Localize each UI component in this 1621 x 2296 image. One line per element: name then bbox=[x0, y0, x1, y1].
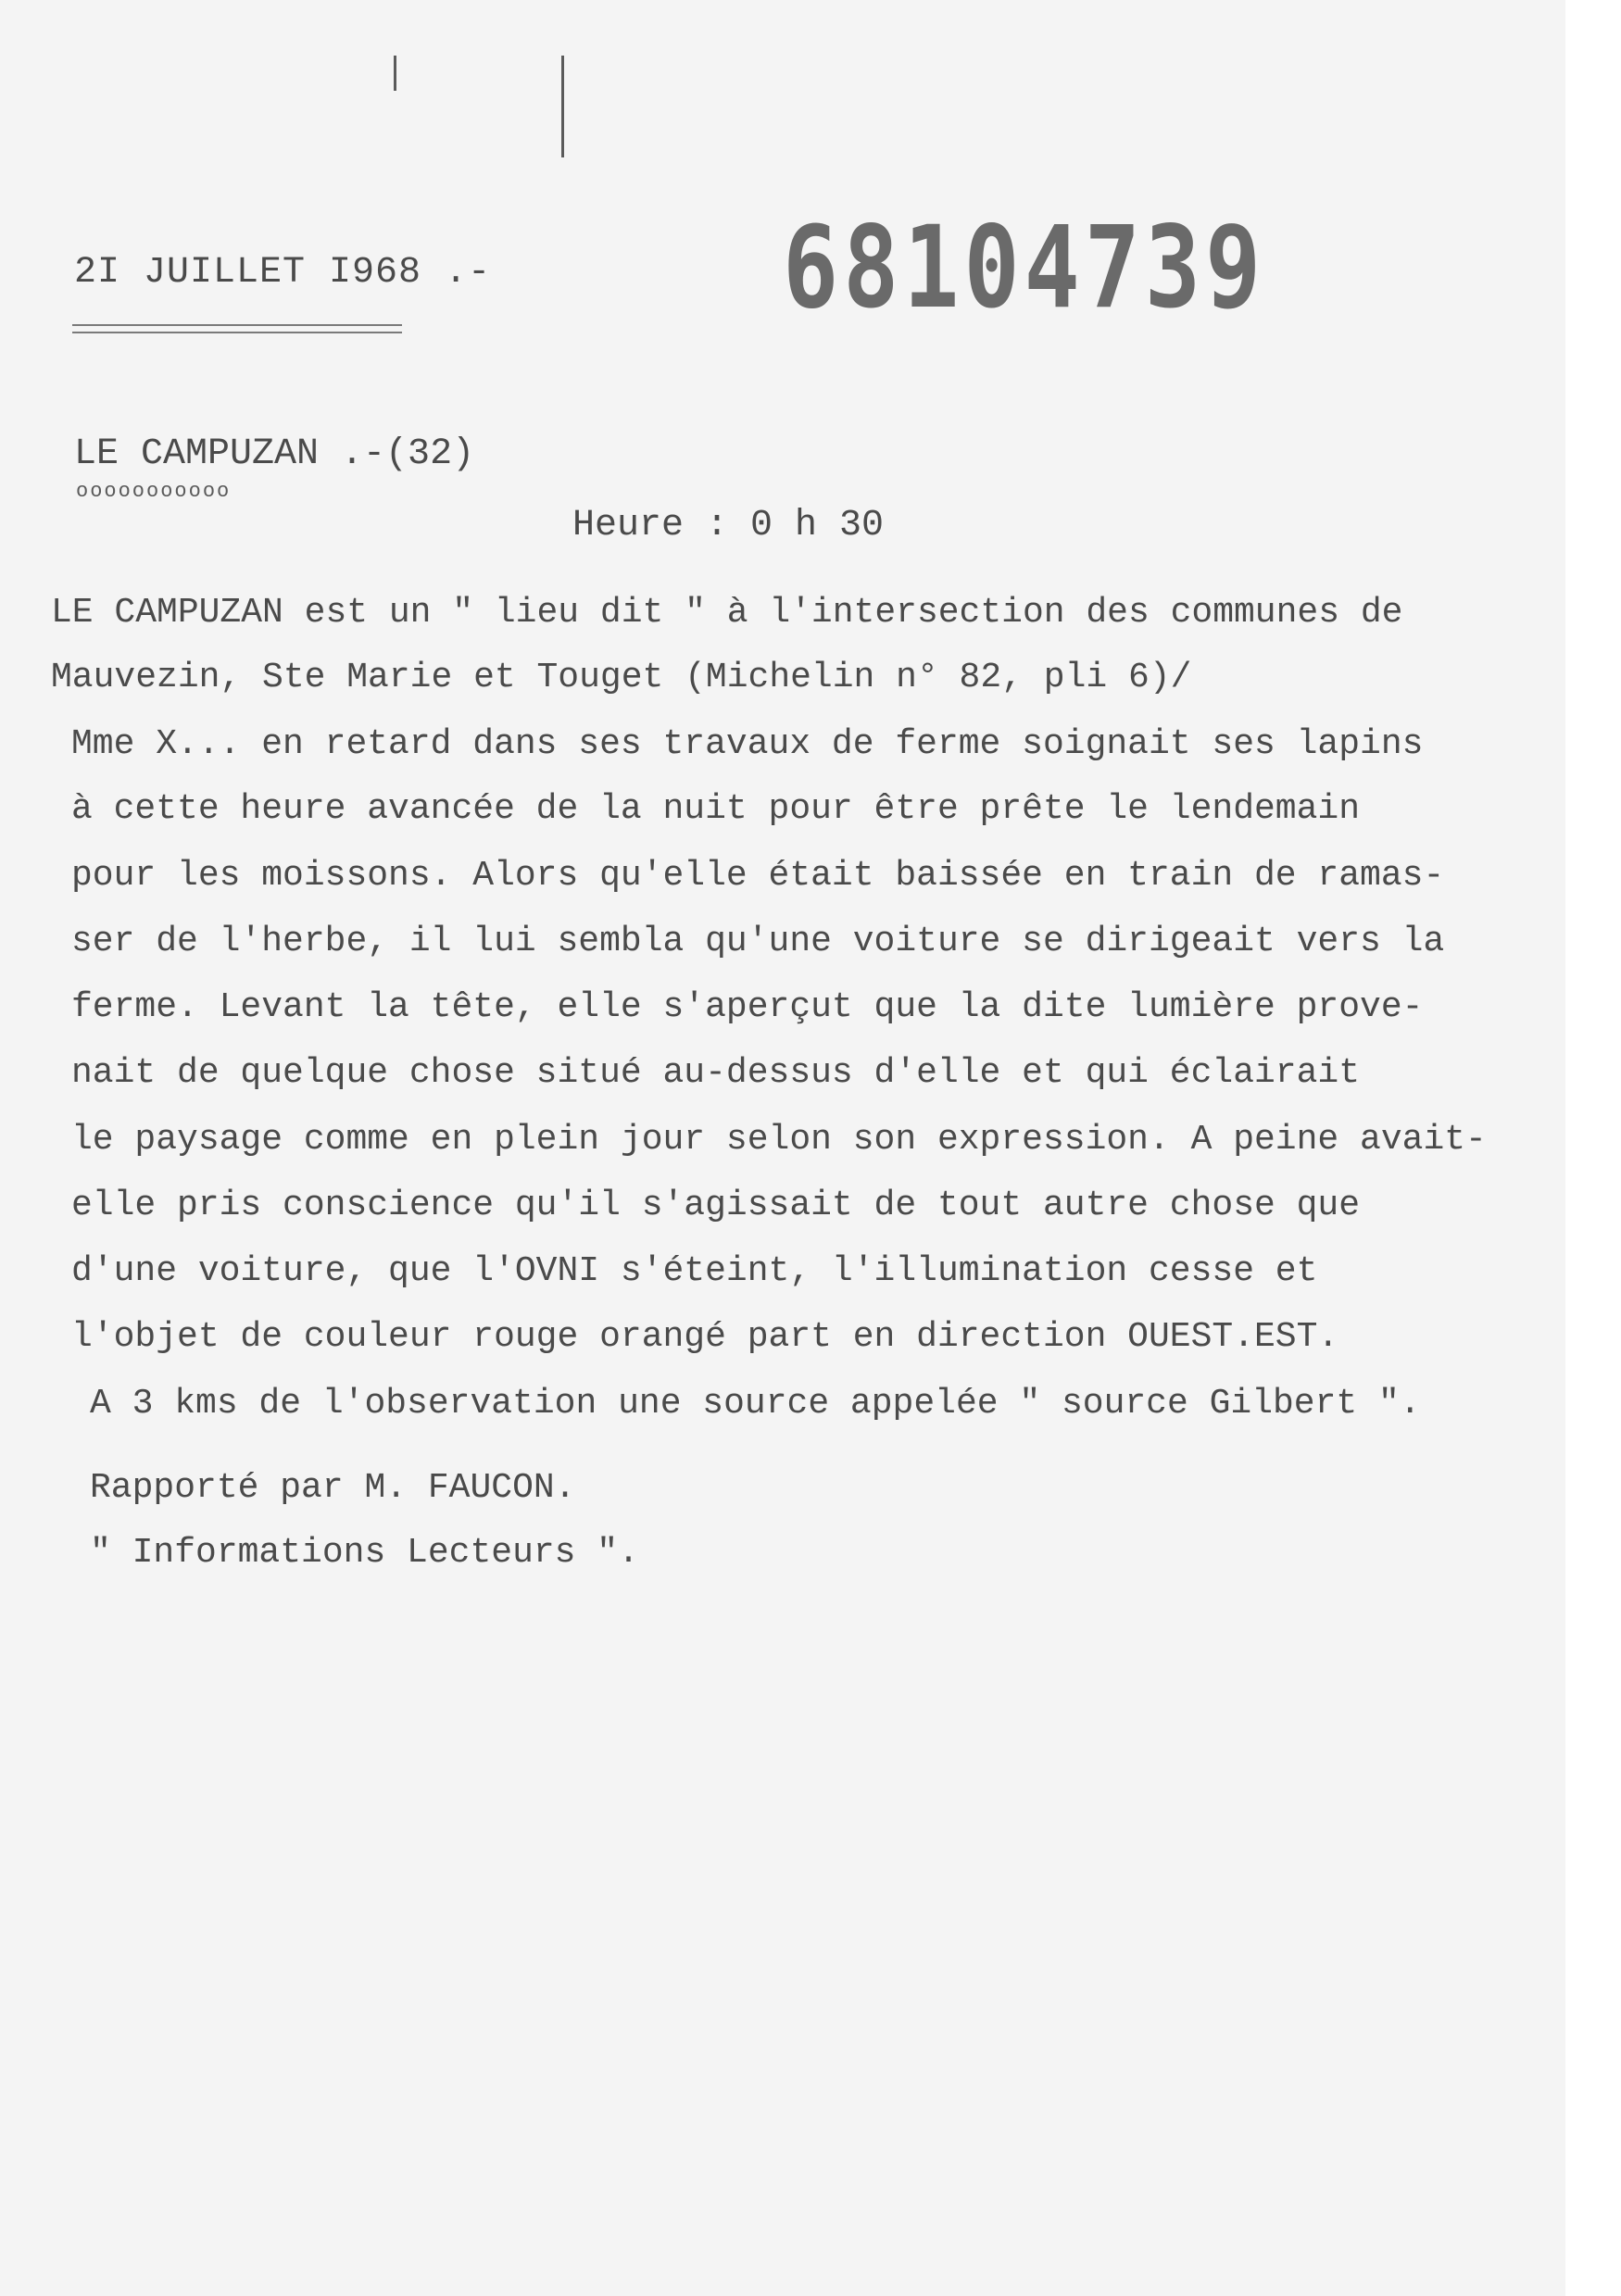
body-text-line: à cette heure avancée de la nuit pour être prête le lendemain bbox=[71, 789, 1361, 829]
reported-by: Rapporté par M. FAUCON. bbox=[90, 1468, 576, 1508]
body-text-line: le paysage comme en plein jour selon son expression. A peine avait- bbox=[71, 1120, 1487, 1160]
source-attribution: " Informations Lecteurs ". bbox=[90, 1533, 639, 1573]
body-text-line: ser de l'herbe, il lui sembla qu'une voiture se dirigeait vers la bbox=[71, 922, 1445, 961]
date-underline bbox=[72, 324, 402, 333]
body-text-line: Mauvezin, Ste Marie et Touget (Michelin n° 82, pli 6)/ bbox=[51, 658, 1192, 697]
body-text-line: l'objet de couleur rouge orangé part en direction OUEST.EST. bbox=[71, 1317, 1339, 1357]
body-text-line: d'une voiture, que l'OVNI s'éteint, l'illumination cesse et bbox=[71, 1251, 1318, 1291]
body-text-line: LE CAMPUZAN est un " lieu dit " à l'intersection des communes de bbox=[51, 593, 1403, 633]
body-text-line: pour les moissons. Alors qu'elle était baissée en train de ramas- bbox=[71, 856, 1445, 896]
body-text-line: A 3 kms de l'observation une source appelée " source Gilbert ". bbox=[90, 1384, 1421, 1424]
place-heading: LE CAMPUZAN .-(32) bbox=[74, 433, 475, 475]
body-text-line: ferme. Levant la tête, elle s'aperçut que la dite lumière prove- bbox=[71, 987, 1424, 1027]
scan-margin bbox=[1565, 0, 1621, 2296]
observation-hour: Heure : 0 h 30 bbox=[572, 505, 885, 546]
reference-number-stamp: 68104739 bbox=[783, 202, 1266, 333]
body-text-line: nait de quelque chose situé au-dessus d'elle et qui éclairait bbox=[71, 1053, 1361, 1093]
place-heading-underline: ooooooooooo bbox=[76, 480, 232, 503]
body-text-line: elle pris conscience qu'il s'agissait de tout autre chose que bbox=[71, 1186, 1361, 1225]
punch-mark-right bbox=[561, 56, 564, 157]
body-text-line: Mme X... en retard dans ses travaux de ferme soignait ses lapins bbox=[71, 724, 1424, 764]
punch-mark-left bbox=[394, 56, 396, 91]
report-date: 2I JUILLET I968 .- bbox=[74, 252, 492, 294]
